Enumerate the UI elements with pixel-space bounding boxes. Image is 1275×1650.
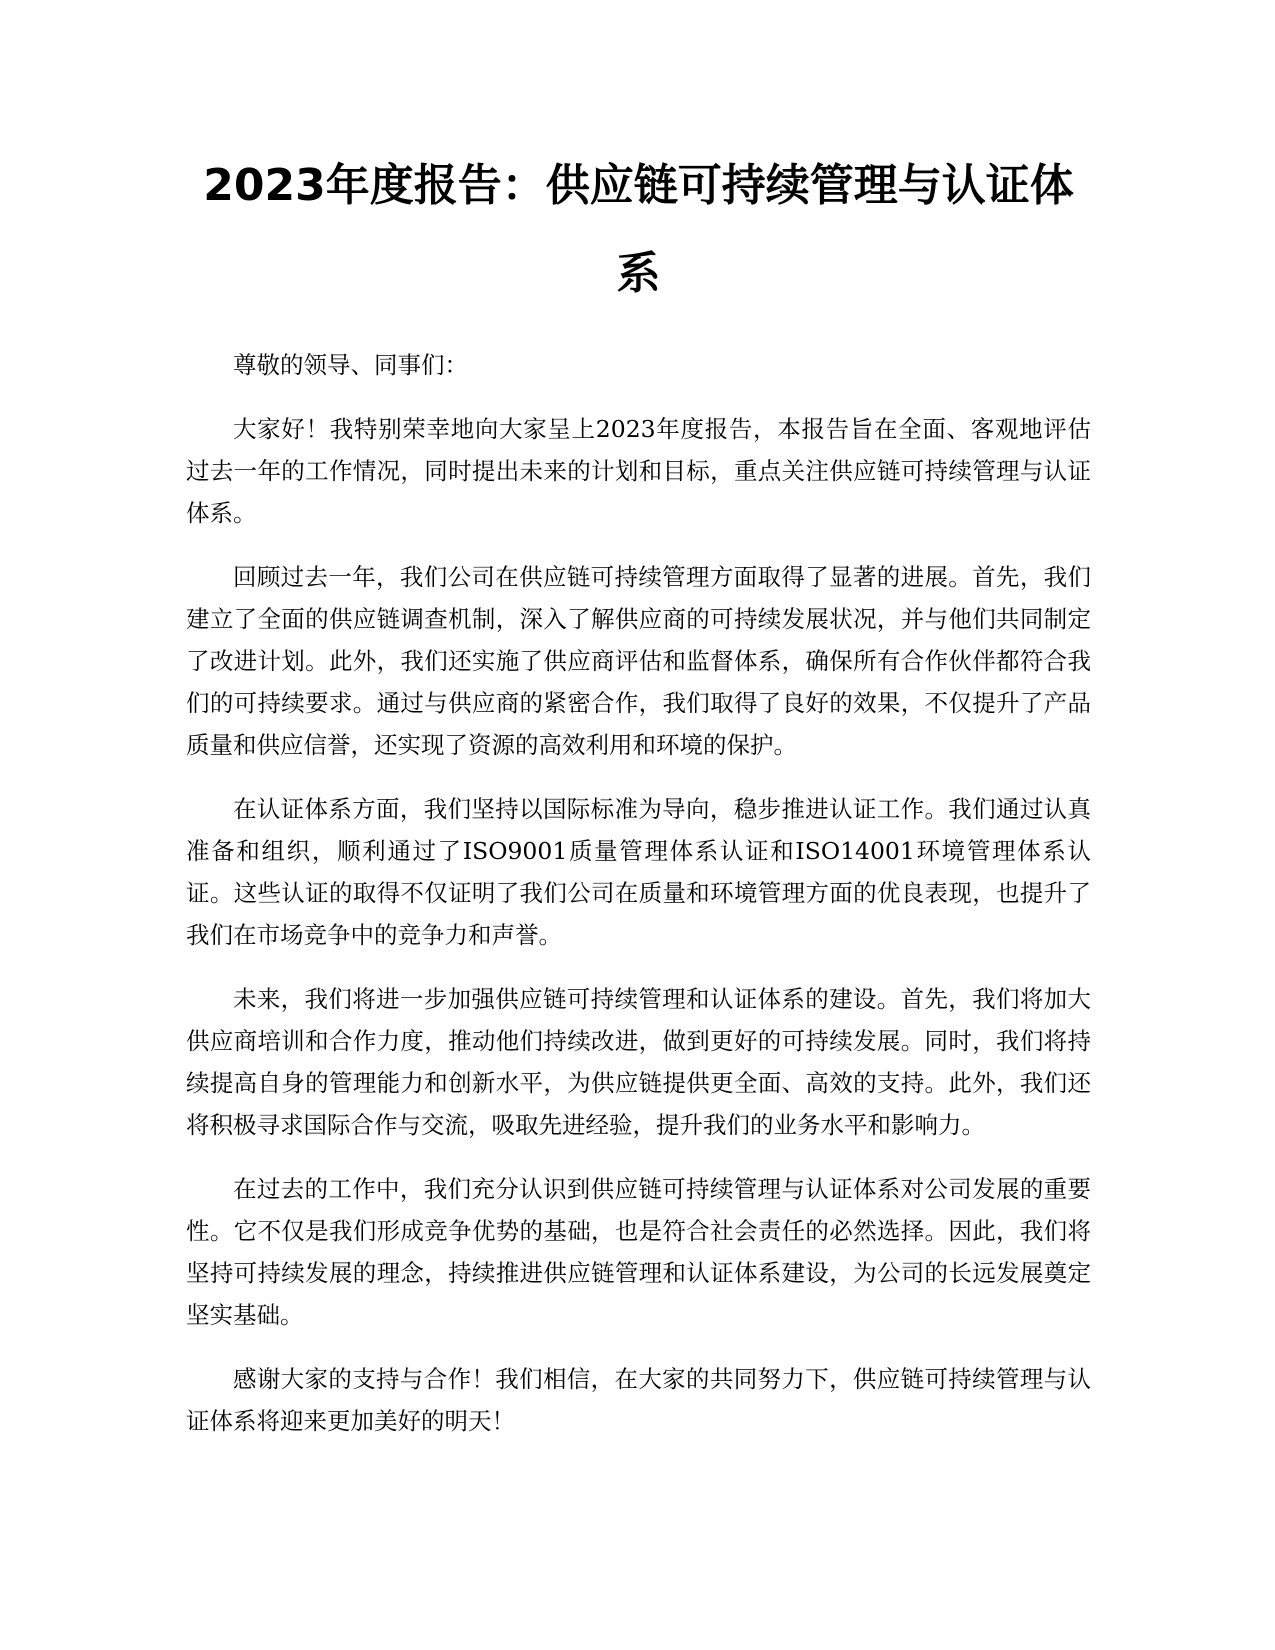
paragraph-intro: 大家好！我特别荣幸地向大家呈上2023年度报告，本报告旨在全面、客观地评估过去一年的工作情况，同时提出未来的计划和目标，重点关注供应链可持续管理与认证体系。 [186, 415, 1091, 527]
paragraph-certification: 在认证体系方面，我们坚持以国际标准为导向，稳步推进认证工作。我们通过认真准备和组织，顺利通过了ISO9001质量管理体系认证和ISO14001环境管理体系认证。这些认证的取得不仅证明了我们公司在质量和环境管理方面的优良表现，也提升了我们在市场竞争中的竞争力和声誉。 [186, 795, 1091, 949]
document-page [186, 142, 1091, 1464]
paragraph-review: 回顾过去一年，我们公司在供应链可持续管理方面取得了显著的进展。首先，我们建立了全面的供应链调查机制，深入了解供应商的可持续发展状况，并与他们共同制定了改进计划。此外，我们还实施了供应商评估和监督体系，确保所有合作伙伴都符合我们的可持续要求。通过与供应商的紧密合作，我们取得了良好的效果，不仅提升了产品质量和供应信誉，还实现了资源的高效利用和环境的保护。 [186, 563, 1091, 759]
paragraph-future: 未来，我们将进一步加强供应链可持续管理和认证体系的建设。首先，我们将加大供应商培训和合作力度，推动他们持续改进，做到更好的可持续发展。同时，我们将持续提高自身的管理能力和创新水平，为供应链提供更全面、高效的支持。此外，我们还将积极寻求国际合作与交流，吸取先进经验，提升我们的业务水平和影响力。 [186, 985, 1091, 1139]
document-title: 2023年度报告：供应链可持续管理与认证体系 [203, 160, 1074, 299]
paragraph-thanks: 感谢大家的支持与合作！我们相信，在大家的共同努力下，供应链可持续管理与认证体系将迎来更加美好的明天！ [186, 1365, 1091, 1435]
salutation: 尊敬的领导、同事们： [233, 351, 468, 379]
paragraph-importance: 在过去的工作中，我们充分认识到供应链可持续管理与认证体系对公司发展的重要性。它不仅是我们形成竞争优势的基础，也是符合社会责任的必然选择。因此，我们将坚持可持续发展的理念，持续推进供应链管理和认证体系建设，为公司的长远发展奠定坚实基础。 [186, 1175, 1091, 1329]
